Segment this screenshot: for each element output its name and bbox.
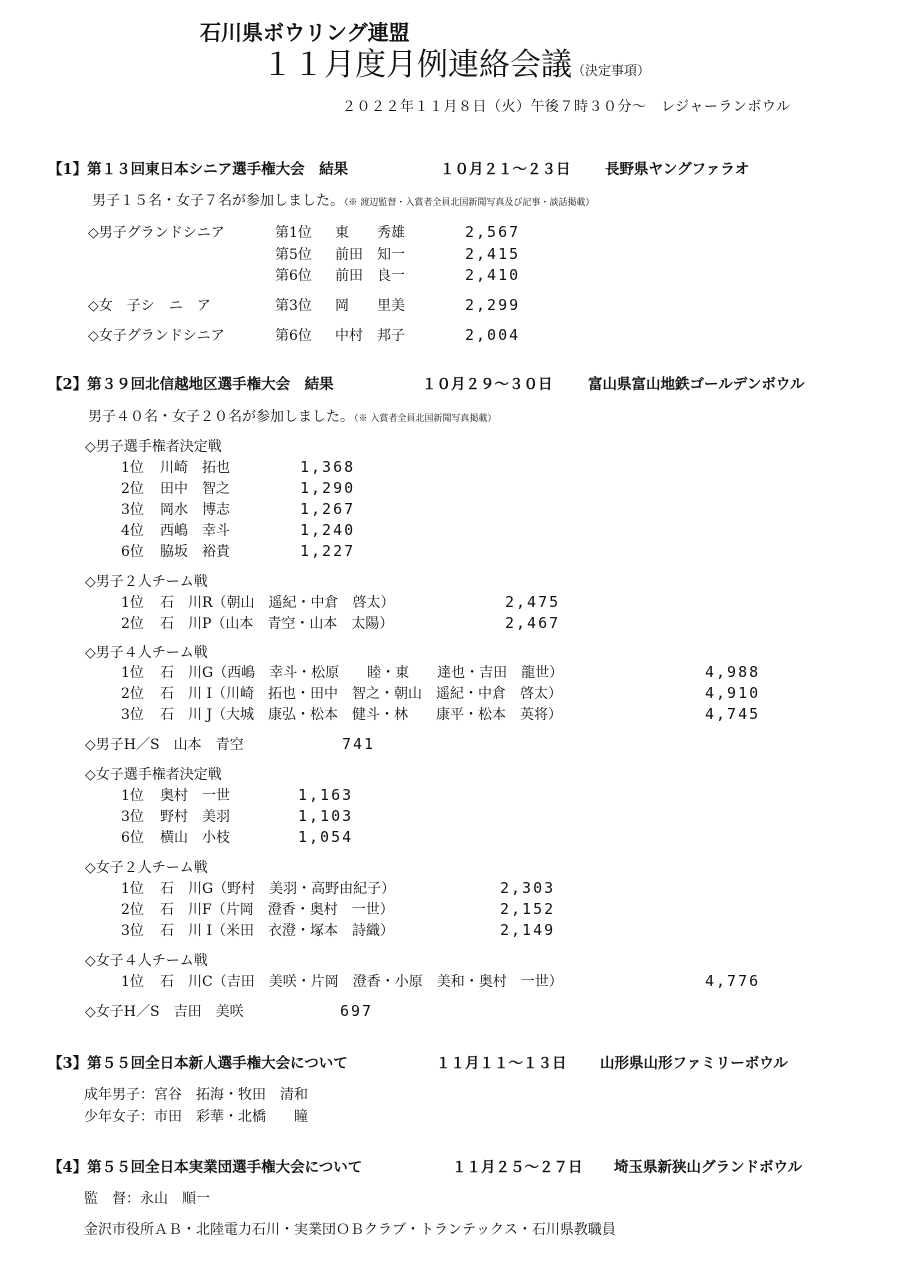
result-score: 4,776	[705, 972, 761, 990]
men-high-series-score: 741	[342, 735, 376, 753]
result-name: 脇坂 裕貴	[160, 544, 230, 560]
result-name: 奥村 一世	[160, 788, 230, 804]
result-score: 2,004	[465, 326, 521, 344]
result-team: 石 川G（西嶋 幸斗・松原 睦・東 達也・吉田 龍世）	[160, 665, 564, 681]
organization-name: 石川県ボウリング連盟	[200, 20, 410, 45]
result-score: 2,152	[500, 900, 556, 918]
result-name: 前田 知一	[335, 247, 405, 263]
title-note: （決定事項）	[572, 64, 651, 79]
section-2-venue: 富山県富山地鉄ゴールデンボウル	[588, 376, 805, 393]
result-score: 2,475	[505, 593, 561, 611]
result-name: 川崎 拓也	[160, 460, 230, 476]
result-rank: 第6位	[275, 328, 312, 344]
result-category: ◇女 子シ ニ ア	[88, 298, 211, 314]
result-score: 1,290	[300, 479, 356, 497]
men-pairs-heading: ◇男子２人チーム戦	[85, 574, 208, 590]
participants-note: （※ 渡辺監督・入賞者全員北国新聞写真及び記事・談話掲載）	[344, 198, 595, 208]
result-name: 岡水 博志	[160, 502, 230, 518]
section-4-line: 金沢市役所ＡＢ・北陸電力石川・実業団ＯＢクラブ・トランテックス・石川県教職員	[84, 1222, 616, 1238]
result-team: 石 川G（野村 美羽・高野由紀子）	[160, 881, 396, 897]
result-category: ◇男子グランドシニア	[88, 225, 225, 241]
result-rank: 3位	[121, 502, 144, 518]
result-name: 西嶋 幸斗	[160, 523, 230, 539]
result-score: 4,988	[705, 663, 761, 681]
title-text: １１月度月例連絡会議	[262, 47, 572, 83]
result-rank: 4位	[121, 523, 144, 539]
section-3-title: 【3】第５５回全日本新人選手権大会について	[48, 1055, 348, 1072]
result-rank: 2位	[121, 616, 144, 632]
section-4-title: 【4】第５５回全日本実業団選手権大会について	[48, 1159, 363, 1176]
section-1-venue: 長野県ヤングファラオ	[605, 161, 750, 178]
result-rank: 1位	[121, 595, 144, 611]
result-rank: 2位	[121, 481, 144, 497]
result-rank: 1位	[121, 665, 144, 681]
result-rank: 1位	[121, 974, 144, 990]
result-rank: 第3位	[275, 298, 312, 314]
result-rank: 1位	[121, 788, 144, 804]
result-name: 中村 邦子	[335, 328, 405, 344]
meeting-dateline: ２０２２年１１月８日（火）午後７時３０分～ レジャーランボウル	[342, 99, 791, 115]
women-teams-heading: ◇女子４人チーム戦	[85, 953, 208, 969]
result-team: 石 川P（山本 青空・山本 太陽）	[160, 616, 394, 632]
page-title	[262, 47, 651, 83]
result-score: 2,303	[500, 879, 556, 897]
result-rank: 第1位	[275, 225, 312, 241]
result-name: 東 秀雄	[335, 225, 405, 241]
result-name: 田中 智之	[160, 481, 230, 497]
result-team: 石 川 J（大城 康弘・松本 健斗・林 康平・松本 英将）	[160, 707, 563, 723]
result-score: 4,910	[705, 684, 761, 702]
section-2-title: 【2】第３９回北信越地区選手権大会 結果	[48, 376, 334, 393]
result-score: 2,410	[465, 266, 521, 284]
result-score: 1,163	[298, 786, 354, 804]
result-score: 1,227	[300, 542, 356, 560]
result-rank: 2位	[121, 902, 144, 918]
result-name: 岡 里美	[335, 298, 405, 314]
result-name: 横山 小枝	[160, 830, 230, 846]
women-high-series: ◇女子H／S 吉田 美咲	[85, 1004, 244, 1020]
men-high-series: ◇男子H／S 山本 青空	[85, 737, 244, 753]
men-teams-heading: ◇男子４人チーム戦	[85, 645, 208, 661]
result-score: 4,745	[705, 705, 761, 723]
result-rank: 1位	[121, 460, 144, 476]
women-pairs-heading: ◇女子２人チーム戦	[85, 860, 208, 876]
result-team: 石 川R（朝山 遥紀・中倉 啓太）	[160, 595, 395, 611]
men-individual-heading: ◇男子選手権者決定戦	[85, 439, 222, 455]
result-score: 2,467	[505, 614, 561, 632]
result-rank: 2位	[121, 686, 144, 702]
result-rank: 第5位	[275, 247, 312, 263]
section-4-dates: １１月２５～２７日	[452, 1159, 583, 1176]
result-team: 石 川C（吉田 美咲・片岡 澄香・小原 美和・奥村 一世）	[160, 974, 563, 990]
result-score: 1,103	[298, 807, 354, 825]
result-team: 石 川 I（米田 衣澄・塚本 詩織）	[160, 923, 394, 939]
result-score: 2,299	[465, 296, 521, 314]
women-individual-heading: ◇女子選手権者決定戦	[85, 767, 222, 783]
participants-text: 男子４０名・女子２０名が参加しました。	[88, 409, 354, 425]
participants-note: （※ 入賞者全員北国新聞写真掲載）	[354, 414, 497, 424]
section-2-participants	[88, 410, 496, 424]
section-4-line: 監 督：永山 順一	[84, 1191, 210, 1207]
result-rank: 1位	[121, 881, 144, 897]
result-score: 2,415	[465, 245, 521, 263]
result-name: 野村 美羽	[160, 809, 230, 825]
result-score: 1,267	[300, 500, 356, 518]
result-score: 1,240	[300, 521, 356, 539]
result-rank: 3位	[121, 809, 144, 825]
result-team: 石 川 I（川崎 拓也・田中 智之・朝山 遥紀・中倉 啓太）	[160, 686, 562, 702]
women-high-series-score: 697	[340, 1002, 374, 1020]
result-score: 1,054	[298, 828, 354, 846]
result-category: ◇女子グランドシニア	[88, 328, 225, 344]
section-3-dates: １１月１１～１３日	[436, 1055, 567, 1072]
section-3-line: 少年女子：市田 彩華・北橋 瞳	[84, 1109, 308, 1125]
section-4-venue: 埼玉県新狭山グランドボウル	[614, 1159, 803, 1176]
result-score: 2,149	[500, 921, 556, 939]
result-score: 1,368	[300, 458, 356, 476]
section-1-dates: １０月２１～２３日	[440, 161, 571, 178]
participants-text: 男子１５名・女子７名が参加しました。	[92, 193, 344, 209]
result-rank: 3位	[121, 923, 144, 939]
section-1-title: 【1】第１３回東日本シニア選手権大会 結果	[48, 161, 349, 178]
result-rank: 6位	[121, 544, 144, 560]
section-1-participants	[92, 194, 594, 208]
result-rank: 第6位	[275, 268, 312, 284]
section-2-dates: １０月２９～３０日	[422, 376, 553, 393]
result-score: 2,567	[465, 223, 521, 241]
result-rank: 6位	[121, 830, 144, 846]
section-3-line: 成年男子：宮谷 拓海・牧田 清和	[84, 1087, 308, 1103]
section-3-venue: 山形県山形ファミリーボウル	[600, 1055, 788, 1072]
result-team: 石 川F（片岡 澄香・奥村 一世）	[160, 902, 394, 918]
result-rank: 3位	[121, 707, 144, 723]
result-name: 前田 良一	[335, 268, 405, 284]
